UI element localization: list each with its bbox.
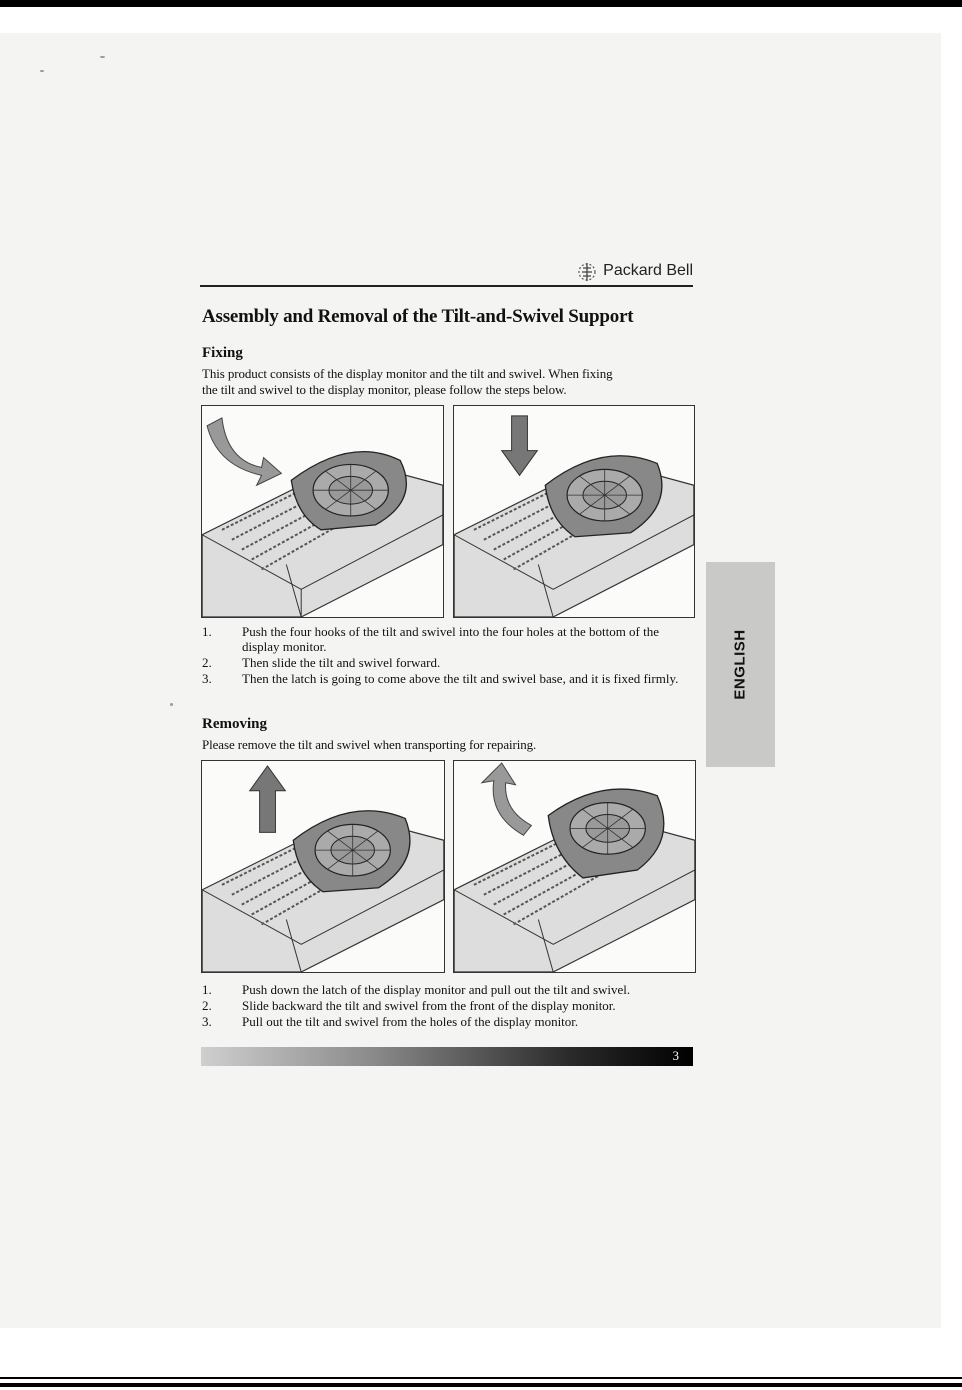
removing-heading: Removing (202, 716, 267, 732)
fixing-heading: Fixing (202, 345, 243, 361)
scan-speck (100, 56, 105, 58)
removing-intro: Please remove the tilt and swivel when transporting for repairing. (202, 737, 537, 752)
list-item (202, 624, 692, 654)
step-number: 2. (202, 655, 212, 670)
step-number: 3. (202, 671, 212, 686)
packard-bell-logo-icon (575, 259, 599, 283)
step-text: Slide backward the tilt and swivel from the front of the display monitor. (242, 998, 616, 1013)
language-tab-label: ENGLISH (732, 629, 749, 700)
language-tab (706, 562, 775, 767)
step-number: 1. (202, 982, 212, 997)
scan-speck (40, 70, 44, 72)
list-item (202, 671, 692, 686)
bottom-border-thick (0, 1383, 962, 1387)
fixing-illustration-2 (453, 405, 695, 618)
monitor-tilt-swivel-illustration (454, 761, 695, 972)
step-number: 3. (202, 1014, 212, 1029)
list-item (202, 982, 692, 997)
fixing-illustration-1 (201, 405, 444, 618)
step-text: Push down the latch of the display monitor and pull out the tilt and swivel. (242, 982, 631, 997)
removing-illustration-1 (201, 760, 445, 973)
step-text: Push the four hooks of the tilt and swivel into the four holes at the bottom of the display monitor. (242, 624, 660, 654)
removing-illustration-2 (453, 760, 696, 973)
page-number: 3 (672, 1048, 679, 1063)
fixing-intro-line2: the tilt and swivel to the display monitor, please follow the steps below. (202, 382, 567, 397)
list-item (202, 998, 692, 1013)
list-item (202, 1014, 692, 1029)
step-number: 1. (202, 624, 212, 639)
step-text: Then slide the tilt and swivel forward. (242, 655, 441, 670)
removing-steps (202, 982, 692, 1030)
header-rule (200, 285, 693, 287)
step-number: 2. (202, 998, 212, 1013)
page-title: Assembly and Removal of the Tilt-and-Swivel Support (202, 306, 634, 327)
bottom-border (0, 1377, 962, 1379)
monitor-tilt-swivel-illustration (454, 406, 694, 617)
brand-name: Packard Bell (603, 262, 693, 279)
fixing-intro-line1: This product consists of the display monitor and the tilt and swivel. When fixing (202, 366, 613, 381)
top-border (0, 0, 962, 7)
step-text: Then the latch is going to come above the tilt and swivel base, and it is fixed firmly. (242, 671, 679, 686)
fixing-steps (202, 624, 692, 687)
footer-bar (201, 1047, 693, 1066)
list-item (202, 655, 692, 670)
brand-logo (560, 258, 693, 284)
monitor-tilt-swivel-illustration (202, 761, 444, 972)
scan-speck (170, 703, 173, 706)
step-text: Pull out the tilt and swivel from the holes of the display monitor. (242, 1014, 579, 1029)
monitor-tilt-swivel-illustration (202, 406, 443, 617)
fixing-intro (202, 366, 702, 398)
